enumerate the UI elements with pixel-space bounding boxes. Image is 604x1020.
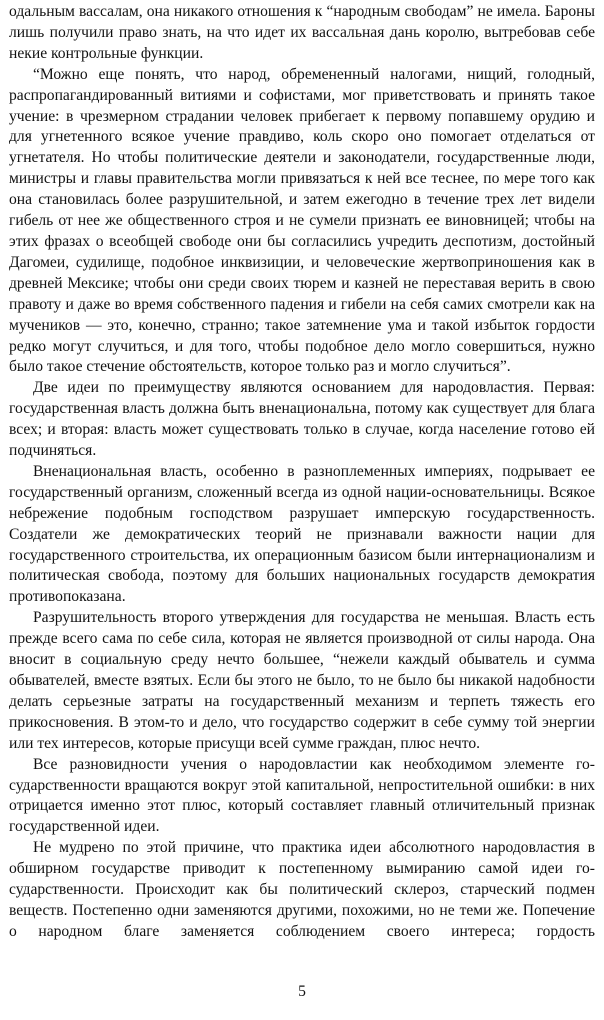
paragraph-5: Разрушительность второго утверждения для государства не меньшая. Власть есть прежде всего сама по себе сила, которая не является производной от силы народа. Она вносит в социальную среду нечто большее, “нежели каждый обыватель и сумма обывателей, вместе взятых. Если бы этого не было, то не было бы никакой надобности делать серьезные затраты на государственный механизм и терпеть тяжесть его прикосновения. В этом-то и дело, что государство содержит в себе сумму той энергии или тех интересов, которые присущи всей сумме граждан, плюс нечто.	[9, 609, 595, 752]
paragraph-2: “Можно еще понять, что народ, обремененный налогами, нищий, голодный, распропагандированный витиями и софистами, мог приветствовать и принять такое учение: в чрезмерном страдании человек прибегает к первому попавшему орудию и для угнетенного всякое учение правдиво, коль скоро оно помогает отделаться от угнетателя. Но чтобы политические деятели и законодатели, государственные люди, министры и главы правительства могли привязаться к ней все теснее, по мере того как она становилась более разрушительной, и затем ежегодно в течение трех лет видели гибель от нее же общественного строя и не сумели признать ее виновницей; чтобы на этих фразах о всеобщей свободе они бы согласились учредить деспотизм, достойный Дагомеи, судилище, подобное инквизиции, и человеческие жертвоприношения как в древней Мексике; чтобы они среди своих тюрем и казней не переставая верить в свою правоту и даже во время собственного падения и гибели на себя самих смотрели как на мучеников — это, конечно, странно; такое затемнение ума и такой избыток гордости редко могут случиться, и для того, чтобы подобное дело могло совершиться, нужно было такое стечение обстоятельств, которое только раз и могло случиться”.	[9, 65, 595, 376]
page-body	[9, 2, 595, 943]
paragraph-6: Все разновидности учения о народовластии как необходимом элементе государственности вращаются вокруг этой капитальной, непростительной ошибки: в них отрицается именно этот плюс, который составляет главный отличительный признак государственной идеи.	[9, 755, 595, 836]
paragraph-3: Две идеи по преимуществу являются основанием для народовластия. Первая: государственная власть должна быть вненациональна, потому как существует для блага всех; и вторая: власть может существовать только в случае, когда население готово ей подчиняться.	[9, 379, 595, 460]
paragraph-1: одальным вассалам, она никакого отношения к “народным свободам” не имела. Бароны лишь получили право знать, на что идет их вассальная дань королю, вытребовав себе некие контрольные функции.	[9, 3, 595, 62]
paragraph-4: Вненациональная власть, особенно в разноплеменных империях, подрывает ее государственный организм, сложенный всегда из одной нации-основательницы. Всякое небрежение подобным господством разрушает имперскую государственность. Создатели же демократических теорий не признавали важности нации для государственного строительства, их операционным базисом были интернационализм и политическая свобода, поэтому для больших национальных государств демократия противопоказана.	[9, 462, 595, 606]
page-number: 5	[298, 983, 306, 1000]
paragraph-7: Не мудрено по этой причине, что практика идеи абсолютного народовластия в обширном государстве приводит к постепенному вымиранию самой идеи государственности. Происходит как бы политический склероз, старческий подмен веществ. Постепенно одни заменяются другими, похожими, но не теми же. Попечение о народном благе заменяется соблюдением своего интереса; гордость	[9, 839, 595, 940]
